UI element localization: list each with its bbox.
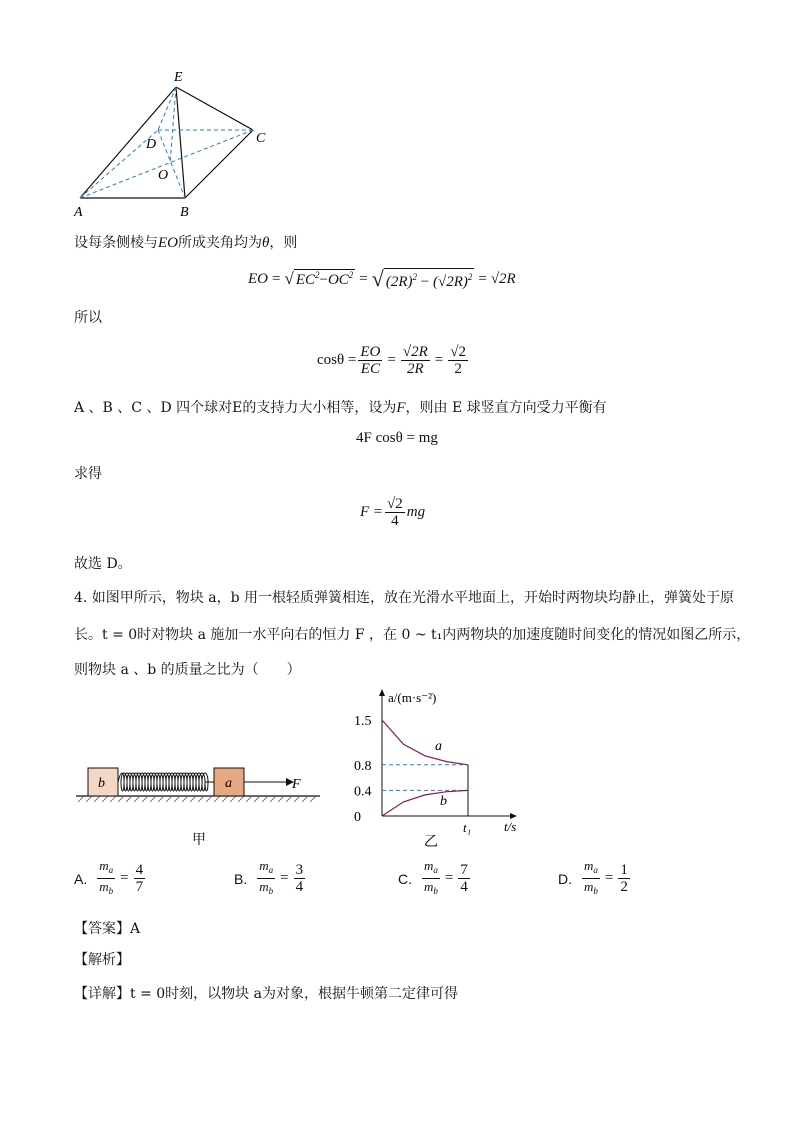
height-EO [170,87,176,164]
y-tick-label: 1.5 [354,714,372,729]
edge-EC [176,87,253,130]
choice-B[interactable]: B. $\frac{m_a}{m_b}$ = $\frac{3}{4}$ [234,858,307,899]
forces-text-1: A 、B 、C 、D 四个球对E的支持力大小相等，设为 [74,400,397,416]
choice-D-label: D. [558,870,572,887]
q4-line1: 4. 如图甲所示，物块 a，b 用一根轻质弹簧相连，放在光滑水平地面上，开始时两物块均静止，弹簧处于原 [74,590,735,606]
choice-A-ratio: $\frac{m_a}{m_b}$ [99,858,114,896]
y-tick-label: 0 [354,810,361,825]
q4-line3: 则物块 a 、b 的质量之比为（ ） [74,662,301,678]
label-B: B [180,205,189,220]
choice-D-ratio: $\frac{m_a}{m_b}$ [584,858,598,896]
eq1-rhs: √2R [490,270,516,287]
eq2-lhs: cosθ = [317,352,357,368]
y-axis-label: a/(m·s⁻²) [388,690,437,705]
block-b-label: b [98,776,105,791]
y-axis-arrow [379,689,385,696]
forces-F: F [396,400,406,416]
caption-yi: 乙 [424,834,438,850]
x-tick-label: t₁ [463,820,472,835]
text-suoyi: 所以 [74,310,102,326]
choice-C-label: C. [398,870,412,887]
label-E: E [174,70,183,85]
pyramid-figure [70,66,280,222]
eq2-frac2: $\frac{√2R}{2R}$ [402,344,428,377]
intro-line [74,233,297,253]
detail-line [74,984,458,1004]
equation-F [360,496,425,529]
answer-line [74,918,140,939]
detail-tag: 【详解】 [74,986,130,1002]
choice-A-value: $\frac{4}{7}$ [135,862,144,895]
eq4-frac: $\frac{√2}{4}$ [387,496,403,529]
intro-text-3: ，则 [269,235,298,251]
label-D: D [146,137,157,152]
block-a-label: a [225,776,232,791]
eq2-frac3: $\frac{√2}{2}$ [450,344,466,377]
diag-DB [158,130,185,198]
intro-text-1: 设每条侧棱与 [74,235,158,251]
choice-A[interactable]: A. $\frac{m_a}{m_b}$ = $\frac{4}{7}$ [74,858,147,899]
eq2-frac1: $\frac{EO}{EC}$ [360,344,381,377]
intro-eo: EO [158,235,178,251]
choice-C[interactable]: C. $\frac{m_a}{m_b}$ = $\frac{7}{4}$ [398,858,472,899]
y-tick-label: 0.4 [354,784,372,800]
choice-B-value: $\frac{3}{4}$ [295,862,304,895]
choice-B-ratio: $\frac{m_a}{m_b}$ [259,858,274,896]
analysis-tag: 【解析】 [74,952,130,968]
forces-line [74,398,607,418]
choice-C-ratio: $\frac{m_a}{m_b}$ [424,858,438,896]
intro-text-2: 所成夹角均为 [178,235,262,251]
intro-theta: θ [262,235,270,251]
x-axis-label: t/s [504,819,517,834]
spring-coil [118,773,214,791]
forces-text-2: ，则由 E 球竖直方向受力平衡有 [405,400,607,416]
choice-A-label: A. [74,870,88,887]
text-qiude: 求得 [74,466,102,482]
choice-C-value: $\frac{7}{4}$ [460,862,468,895]
equation-cos: cosθ = $\frac{EO}{EC}$ = $\frac{√2R}{2R}$ = $\frac{√2}{2}$ [317,344,466,377]
label-A: A [74,205,83,220]
q4-line2: 长。t = 0时对物块 a 施加一水平向右的恒力 F ，在 0 ~ t₁内两物块的加速度随时间变化的情况如图乙所示， [74,627,751,643]
eq4-lhs: F = [360,504,384,520]
series-label-b: b [440,794,447,810]
series-line-b [382,790,468,816]
detail-text: t = 0时刻，以物块 a为对象，根据牛顿第二定律可得 [130,986,458,1002]
eq4-tail: mg [406,504,426,520]
label-C: C [256,131,266,146]
choice-D-value: $\frac{1}{2}$ [620,862,628,895]
label-O: O [158,168,169,183]
figure-yi-chart [340,684,540,854]
choice-B-label: B. [234,870,248,887]
ground-hatch [78,796,316,802]
choice-D[interactable]: D. $\frac{m_a}{m_b}$ = $\frac{1}{2}$ [558,858,632,899]
figure-jia [72,762,328,852]
eq1-lhs: EO [248,270,268,287]
eq1-radical1: $EC^2-OC^2$ [295,270,354,288]
diag-AC [80,130,253,198]
force-label: F [292,777,301,792]
edge-EB [176,87,185,198]
caption-jia: 甲 [192,832,206,848]
series-line-a [382,720,468,765]
text-guxuan: 故选 D。 [74,556,132,572]
answer-tag: 【答案】 [74,920,130,936]
edge-BC [185,130,253,198]
eq1-radical2: $(2R)^2 - (√2R)^2$ [384,268,475,291]
y-tick-label: 0.8 [354,758,372,774]
equation-balance: 4F cosθ = mg [356,430,438,446]
series-label-a: a [435,739,442,755]
answer-value: A [130,921,141,937]
equation-eo: EO = √ $EC^2-OC^2$ = √ $(2R)^2 - (√2R)^2$ = √2R [248,266,516,291]
